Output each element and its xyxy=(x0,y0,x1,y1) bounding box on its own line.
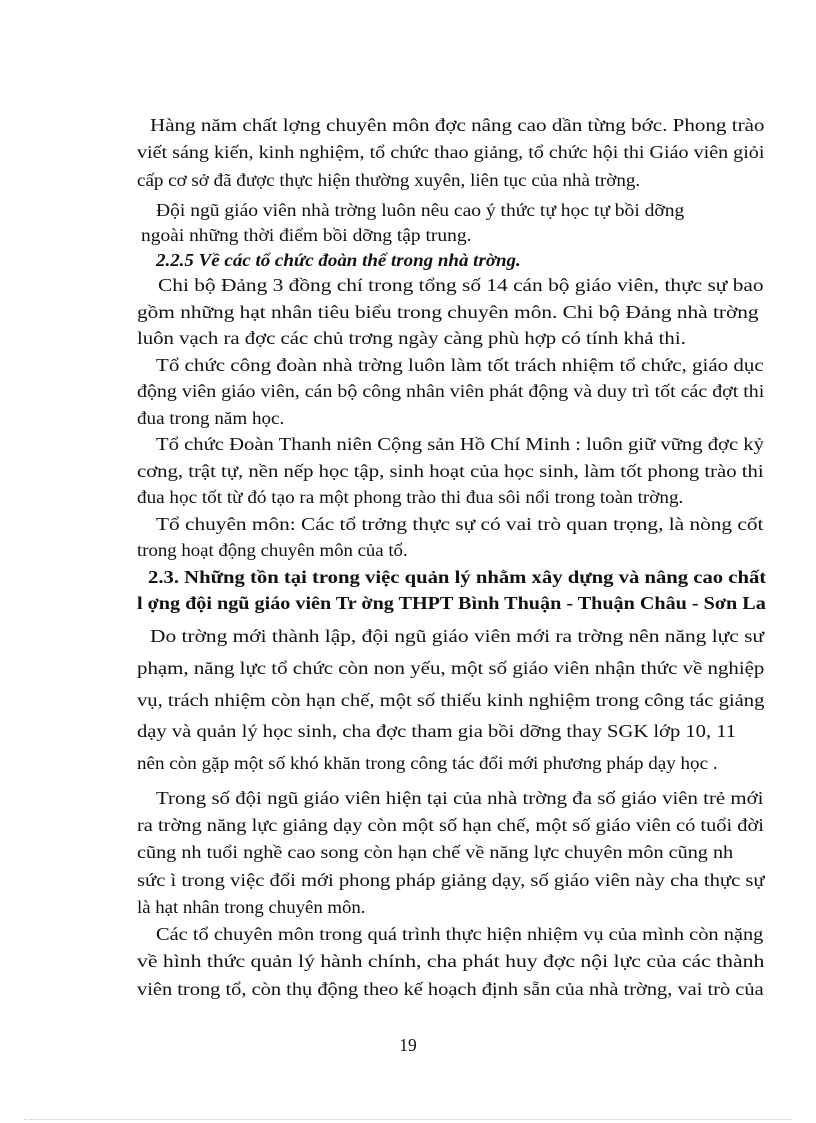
text-line: Tổ chức Đoàn Thanh niên Cộng sản Hồ Chí Minh : luôn giữ vững đợc kỷ xyxy=(156,434,764,454)
text-line: Tổ chức công đoàn nhà trờng luôn làm tốt trách nhiệm tổ chức, giáo dục xyxy=(156,355,764,375)
text-line: vụ, trách nhiệm còn hạn chế, một số thiếu kinh nghiệm trong công tác giảng xyxy=(137,690,765,710)
text-line: 2.3. Những tồn tại trong việc quản lý nhằm xây dựng và nâng cao chất xyxy=(148,567,767,587)
text-line: dạy và quản lý học sinh, cha đợc tham gia bồi dỡng thay SGK lớp 10, 11 xyxy=(137,721,737,741)
text-line: luôn vạch ra đợc các chủ trơng ngày càng phù hợp có tính khả thi. xyxy=(137,328,686,348)
text-line: trong hoạt động chuyên môn của tổ. xyxy=(137,540,408,560)
text-line: cơng, trật tự, nền nếp học tập, sinh hoạt của học sinh, làm tốt phong trào thi xyxy=(137,461,764,481)
text-line: Do trờng mới thành lập, đội ngũ giáo viên mới ra trờng nên năng lực sư xyxy=(150,626,765,646)
text-line: viết sáng kiến, kinh nghiệm, tổ chức thao giảng, tổ chức hội thi Giáo viên giỏi xyxy=(137,142,765,162)
text-line: ngoài những thời điểm bồi dỡng tập trung. xyxy=(141,225,472,245)
text-line: Hàng năm chất lợng chuyên môn đợc nâng cao dần từng bớc. Phong trào xyxy=(150,115,765,135)
text-line: đua trong năm học. xyxy=(137,408,285,428)
text-line: là hạt nhân trong chuyên môn. xyxy=(137,897,366,917)
text-line: sức ì trong việc đổi mới phong pháp giảng dạy, số giáo viên này cha thực sự xyxy=(137,870,765,890)
footer-dotted-rule xyxy=(24,1119,792,1120)
text-line: Tổ chuyên môn: Các tổ trởng thực sự có vai trò quan trọng, là nòng cốt xyxy=(156,514,764,534)
text-line: về hình thức quản lý hành chính, cha phát huy đợc nội lực của các thành xyxy=(137,951,765,971)
text-line: cũng nh tuổi nghề cao song còn hạn chế về năng lực chuyên môn cũng nh xyxy=(137,842,734,862)
text-line: Chi bộ Đảng 3 đồng chí trong tổng số 14 cán bộ giáo viên, thực sự bao xyxy=(158,275,764,295)
text-line: nên còn gặp một số khó khăn trong công tác đổi mới phương pháp dạy học . xyxy=(137,753,718,773)
text-line: cấp cơ sở đã được thực hiện thường xuyên, liên tục của nhà trờng. xyxy=(137,170,641,190)
text-line: đua học tốt từ đó tạo ra một phong trào thi đua sôi nổi trong toàn trờng. xyxy=(137,487,684,507)
text-line: động viên giáo viên, cán bộ công nhân viên phát động và duy trì tốt các đợt thi xyxy=(137,381,765,401)
text-line: l ợng đội ngũ giáo viên Tr ờng THPT Bình Thuận - Thuận Châu - Sơn La xyxy=(137,593,766,613)
text-line: 2.2.5 Về các tổ chức đoàn thể trong nhà trờng. xyxy=(156,250,521,270)
text-line: gồm những hạt nhân tiêu biểu trong chuyên môn. Chi bộ Đảng nhà trờng xyxy=(137,302,759,322)
text-line: Trong số đội ngũ giáo viên hiện tại của nhà trờng đa số giáo viên trẻ mới xyxy=(156,788,764,808)
text-line: Các tổ chuyên môn trong quá trình thực hiện nhiệm vụ của mình còn nặng xyxy=(156,924,764,944)
text-line: ra trờng năng lực giảng dạy còn một số hạn chế, một số giáo viên có tuổi đời xyxy=(137,815,764,835)
text-line: phạm, năng lực tổ chức còn non yếu, một số giáo viên nhận thức về nghiệp xyxy=(137,658,765,678)
text-line: viên trong tổ, còn thụ động theo kế hoạch định sẵn của nhà trờng, vai trò của xyxy=(137,979,764,999)
text-line: Đội ngũ giáo viên nhà trờng luôn nêu cao ý thức tự học tự bồi dỡng xyxy=(156,200,685,220)
page-number: 19 xyxy=(399,1035,417,1055)
